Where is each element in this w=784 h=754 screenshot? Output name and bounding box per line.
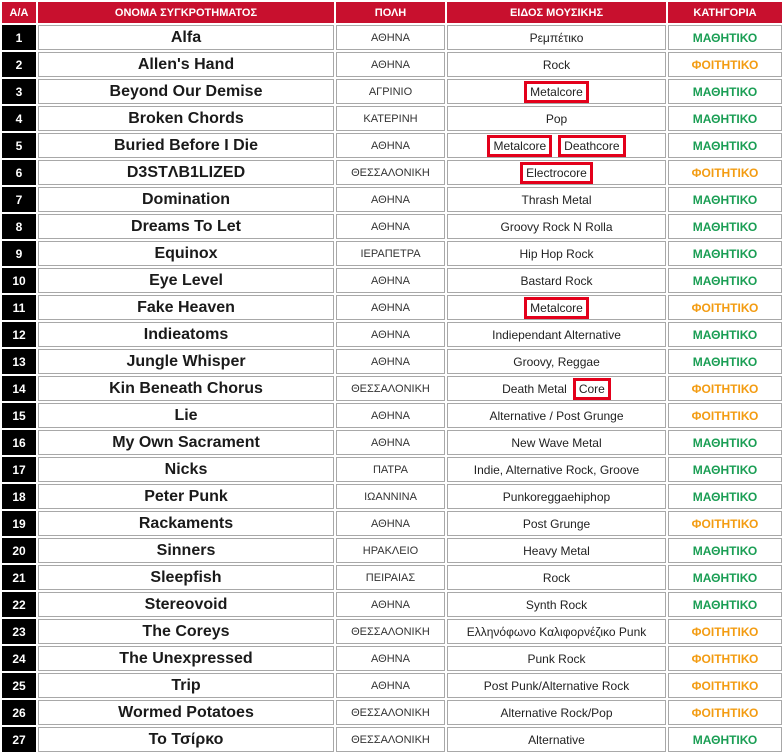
band-category: ΦΟΙΤΗΤΙΚΟ: [668, 52, 782, 77]
band-category: ΜΑΘΗΤΙΚΟ: [668, 430, 782, 455]
genre-text: Rock: [542, 57, 571, 72]
genre-text: Thrash Metal: [521, 192, 592, 207]
band-genre: [447, 214, 666, 239]
genre-text: Indiependant Alternative: [492, 327, 621, 342]
row-number: 6: [2, 160, 36, 185]
highlighted-genre: Core: [573, 378, 611, 400]
band-category: ΦΟΙΤΗΤΙΚΟ: [668, 619, 782, 644]
header-row: [2, 2, 782, 23]
band-category: ΦΟΙΤΗΤΙΚΟ: [668, 673, 782, 698]
band-category: ΦΟΙΤΗΤΙΚΟ: [668, 376, 782, 401]
table-row: [2, 484, 782, 509]
genre-text: Post Punk/Alternative Rock: [483, 678, 630, 693]
band-category: ΜΑΘΗΤΙΚΟ: [668, 484, 782, 509]
band-genre: [447, 241, 666, 266]
highlighted-genre: Electrocore: [520, 162, 593, 184]
highlighted-genre: Metalcore: [524, 81, 589, 103]
band-category: ΜΑΘΗΤΙΚΟ: [668, 268, 782, 293]
band-category: ΦΟΙΤΗΤΙΚΟ: [668, 700, 782, 725]
band-name: Sinners: [38, 538, 334, 563]
band-genre: [447, 538, 666, 563]
table-row: [2, 106, 782, 131]
band-name: Jungle Whisper: [38, 349, 334, 374]
band-genre: [447, 700, 666, 725]
band-category: ΜΑΘΗΤΙΚΟ: [668, 133, 782, 158]
band-genre: [447, 268, 666, 293]
row-number: 12: [2, 322, 36, 347]
band-genre: [447, 403, 666, 428]
header-category: ΚΑΤΗΓΟΡΙΑ: [668, 2, 782, 23]
band-city: ΑΘΗΝΑ: [336, 403, 445, 428]
highlighted-genre: Deathcore: [558, 135, 625, 157]
band-genre: [447, 160, 666, 185]
band-name: Trip: [38, 673, 334, 698]
table-row: [2, 268, 782, 293]
band-genre: [447, 25, 666, 50]
row-number: 21: [2, 565, 36, 590]
table-row: [2, 430, 782, 455]
row-number: 13: [2, 349, 36, 374]
band-genre: [447, 511, 666, 536]
table-row: [2, 376, 782, 401]
row-number: 25: [2, 673, 36, 698]
row-number: 8: [2, 214, 36, 239]
genre-text: Hip Hop Rock: [519, 246, 594, 261]
band-name: Dreams To Let: [38, 214, 334, 239]
band-name: Allen's Hand: [38, 52, 334, 77]
genre-text: Punkoreggaehiphop: [502, 489, 611, 504]
band-genre: [447, 106, 666, 131]
band-name: D3STΛB1LIZED: [38, 160, 334, 185]
row-number: 22: [2, 592, 36, 617]
band-genre: [447, 592, 666, 617]
band-city: ΑΘΗΝΑ: [336, 187, 445, 212]
row-number: 2: [2, 52, 36, 77]
band-city: ΘΕΣΣΑΛΟΝΙΚΗ: [336, 700, 445, 725]
genre-text: Rock: [542, 570, 571, 585]
band-genre: [447, 79, 666, 104]
highlighted-genre: Metalcore: [487, 135, 552, 157]
genre-text: Heavy Metal: [523, 543, 590, 558]
band-name: Equinox: [38, 241, 334, 266]
band-category: ΜΑΘΗΤΙΚΟ: [668, 592, 782, 617]
row-number: 26: [2, 700, 36, 725]
genre-text: Punk Rock: [527, 651, 586, 666]
band-category: ΜΑΘΗΤΙΚΟ: [668, 457, 782, 482]
band-genre: [447, 457, 666, 482]
band-genre: [447, 565, 666, 590]
band-genre: [447, 133, 666, 158]
band-category: ΜΑΘΗΤΙΚΟ: [668, 349, 782, 374]
band-genre: [447, 52, 666, 77]
genre-text: Groovy Rock N Rolla: [500, 219, 613, 234]
band-category: ΦΟΙΤΗΤΙΚΟ: [668, 646, 782, 671]
row-number: 23: [2, 619, 36, 644]
band-name: Buried Before I Die: [38, 133, 334, 158]
band-name: Kin Beneath Chorus: [38, 376, 334, 401]
row-number: 20: [2, 538, 36, 563]
table-row: [2, 241, 782, 266]
band-category: ΜΑΘΗΤΙΚΟ: [668, 106, 782, 131]
band-city: ΙΩΑΝΝΙΝΑ: [336, 484, 445, 509]
band-city: ΙΕΡΑΠΕΤΡΑ: [336, 241, 445, 266]
band-name: Sleepfish: [38, 565, 334, 590]
band-genre: [447, 376, 666, 401]
band-category: ΦΟΙΤΗΤΙΚΟ: [668, 511, 782, 536]
table-row: [2, 160, 782, 185]
band-category: ΜΑΘΗΤΙΚΟ: [668, 565, 782, 590]
row-number: 17: [2, 457, 36, 482]
table-row: [2, 25, 782, 50]
band-category: ΜΑΘΗΤΙΚΟ: [668, 727, 782, 752]
row-number: 19: [2, 511, 36, 536]
band-city: ΠΑΤΡΑ: [336, 457, 445, 482]
table-row: [2, 187, 782, 212]
band-name: The Coreys: [38, 619, 334, 644]
table-row: [2, 133, 782, 158]
band-name: The Unexpressed: [38, 646, 334, 671]
band-category: ΜΑΘΗΤΙΚΟ: [668, 79, 782, 104]
table-row: [2, 79, 782, 104]
row-number: 10: [2, 268, 36, 293]
band-genre: [447, 349, 666, 374]
band-city: ΑΘΗΝΑ: [336, 295, 445, 320]
genre-text: Alternative / Post Grunge: [489, 408, 624, 423]
band-category: ΦΟΙΤΗΤΙΚΟ: [668, 160, 782, 185]
table-row: [2, 403, 782, 428]
table-row: [2, 673, 782, 698]
genre-text: New Wave Metal: [511, 435, 602, 450]
genre-text: Synth Rock: [525, 597, 588, 612]
band-city: ΗΡΑΚΛΕΙΟ: [336, 538, 445, 563]
band-name: Indieatoms: [38, 322, 334, 347]
band-genre: [447, 727, 666, 752]
band-genre: [447, 430, 666, 455]
band-category: ΜΑΘΗΤΙΚΟ: [668, 25, 782, 50]
band-name: Eye Level: [38, 268, 334, 293]
band-city: ΘΕΣΣΑΛΟΝΙΚΗ: [336, 619, 445, 644]
table-header: [2, 2, 782, 23]
row-number: 16: [2, 430, 36, 455]
table-row: [2, 565, 782, 590]
genre-text: Pop: [545, 111, 568, 126]
band-category: ΦΟΙΤΗΤΙΚΟ: [668, 295, 782, 320]
table-row: [2, 52, 782, 77]
table-row: [2, 322, 782, 347]
row-number: 15: [2, 403, 36, 428]
band-city: ΑΘΗΝΑ: [336, 673, 445, 698]
band-name: My Own Sacrament: [38, 430, 334, 455]
row-number: 27: [2, 727, 36, 752]
table-row: [2, 646, 782, 671]
table-body: [2, 25, 782, 752]
header-genre: ΕΙΔΟΣ ΜΟΥΣΙΚΗΣ: [447, 2, 666, 23]
table-row: [2, 592, 782, 617]
band-genre: [447, 646, 666, 671]
band-city: ΠΕΙΡΑΙΑΣ: [336, 565, 445, 590]
row-number: 11: [2, 295, 36, 320]
band-category: ΜΑΘΗΤΙΚΟ: [668, 322, 782, 347]
header-number: Α/Α: [2, 2, 36, 23]
highlighted-genre: Metalcore: [524, 297, 589, 319]
band-name: Wormed Potatoes: [38, 700, 334, 725]
band-city: ΑΘΗΝΑ: [336, 430, 445, 455]
row-number: 14: [2, 376, 36, 401]
band-city: ΑΘΗΝΑ: [336, 268, 445, 293]
genre-text: Alternative Rock/Pop: [500, 705, 613, 720]
genre-text: Death Metal: [502, 381, 567, 396]
band-name: Lie: [38, 403, 334, 428]
band-name: Alfa: [38, 25, 334, 50]
table-row: [2, 700, 782, 725]
band-city: ΑΘΗΝΑ: [336, 25, 445, 50]
row-number: 18: [2, 484, 36, 509]
band-city: ΑΘΗΝΑ: [336, 133, 445, 158]
band-city: ΘΕΣΣΑΛΟΝΙΚΗ: [336, 376, 445, 401]
band-city: ΑΘΗΝΑ: [336, 322, 445, 347]
band-category: ΜΑΘΗΤΙΚΟ: [668, 187, 782, 212]
band-category: ΜΑΘΗΤΙΚΟ: [668, 538, 782, 563]
band-name: Fake Heaven: [38, 295, 334, 320]
genre-text: Indie, Alternative Rock, Groove: [473, 462, 640, 477]
band-city: ΘΕΣΣΑΛΟΝΙΚΗ: [336, 727, 445, 752]
band-city: ΑΘΗΝΑ: [336, 349, 445, 374]
table-row: [2, 538, 782, 563]
band-city: ΑΘΗΝΑ: [336, 214, 445, 239]
header-band-name: ΟΝΟΜΑ ΣΥΓΚΡΟΤΗΜΑΤΟΣ: [38, 2, 334, 23]
table-row: [2, 214, 782, 239]
row-number: 1: [2, 25, 36, 50]
band-name: Domination: [38, 187, 334, 212]
band-name: Peter Punk: [38, 484, 334, 509]
table-row: [2, 349, 782, 374]
band-name: Rackaments: [38, 511, 334, 536]
band-city: ΚΑΤΕΡΙΝΗ: [336, 106, 445, 131]
band-name: Το Τσίρκο: [38, 727, 334, 752]
band-genre: [447, 484, 666, 509]
band-name: Nicks: [38, 457, 334, 482]
band-city: ΘΕΣΣΑΛΟΝΙΚΗ: [336, 160, 445, 185]
band-city: ΑΘΗΝΑ: [336, 646, 445, 671]
band-name: Beyond Our Demise: [38, 79, 334, 104]
band-city: ΑΘΗΝΑ: [336, 592, 445, 617]
row-number: 4: [2, 106, 36, 131]
genre-text: Ρεμπέτικο: [529, 30, 584, 45]
band-city: ΑΓΡΙΝΙΟ: [336, 79, 445, 104]
band-genre: [447, 619, 666, 644]
band-genre: [447, 322, 666, 347]
band-category: ΜΑΘΗΤΙΚΟ: [668, 214, 782, 239]
table-row: [2, 457, 782, 482]
genre-text: Alternative: [528, 732, 585, 747]
band-name: Stereovoid: [38, 592, 334, 617]
genre-text: Post Grunge: [522, 516, 591, 531]
band-category: ΜΑΘΗΤΙΚΟ: [668, 241, 782, 266]
band-genre: [447, 673, 666, 698]
genre-text: Groovy, Reggae: [513, 354, 600, 369]
header-city: ΠΟΛΗ: [336, 2, 445, 23]
band-name: Broken Chords: [38, 106, 334, 131]
table-row: [2, 511, 782, 536]
row-number: 5: [2, 133, 36, 158]
table-row: [2, 619, 782, 644]
row-number: 3: [2, 79, 36, 104]
band-category: ΦΟΙΤΗΤΙΚΟ: [668, 403, 782, 428]
table-row: [2, 295, 782, 320]
band-genre: [447, 187, 666, 212]
row-number: 24: [2, 646, 36, 671]
band-genre: [447, 295, 666, 320]
genre-text: Bastard Rock: [520, 273, 593, 288]
genre-text: Ελληνόφωνο Καλιφορνέζικο Punk: [466, 624, 647, 639]
band-city: ΑΘΗΝΑ: [336, 52, 445, 77]
table-row: [2, 727, 782, 752]
row-number: 9: [2, 241, 36, 266]
row-number: 7: [2, 187, 36, 212]
band-city: ΑΘΗΝΑ: [336, 511, 445, 536]
